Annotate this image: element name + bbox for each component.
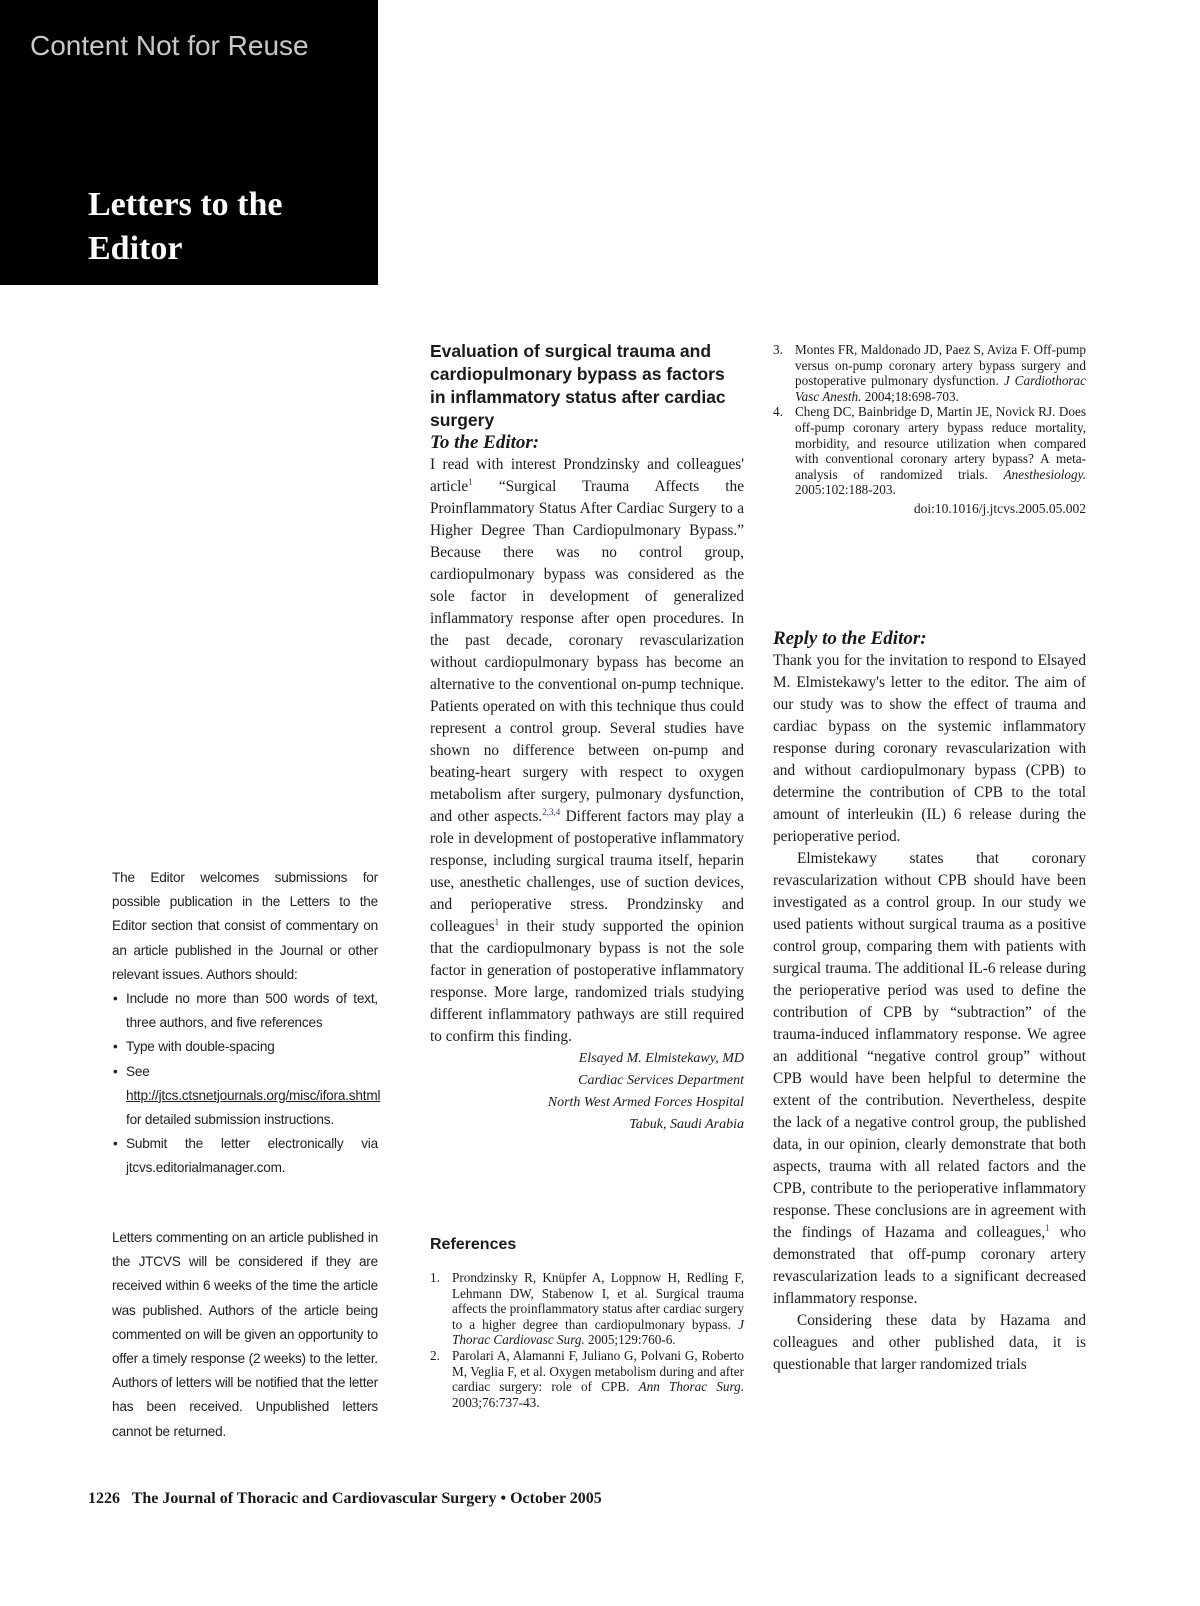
ref-journal: Anesthesiology. <box>1003 466 1086 482</box>
page-footer: 1226 The Journal of Thoracic and Cardiovascular Surgery • October 2005 <box>88 1490 602 1507</box>
guideline-item: • Submit the letter electronically via jtcvs.editorialmanager.com. <box>126 1132 378 1180</box>
text: who demonstrated that off-pump coronary artery revascularization leads to a significant decreased inflammatory response. <box>773 1224 1087 1307</box>
reply-paragraph: Considering these data by Hazama and colleagues and other published data, it is questionable that larger randomized trials <box>773 1312 1086 1373</box>
letter-column <box>430 340 744 1136</box>
ref-num: 3. <box>773 342 783 357</box>
guideline-item: • Type with double-spacing <box>126 1035 378 1059</box>
citation[interactable]: 1 <box>494 916 500 927</box>
instructions-link[interactable]: http://jtcs.ctsnetjournals.org/misc/ifora.shtml <box>126 1087 381 1103</box>
reuse-notice: Content Not for Reuse <box>30 30 309 61</box>
reply-salutation: Reply to the Editor: <box>773 628 927 649</box>
references-section <box>430 1236 744 1410</box>
doi: doi:10.1016/j.jtcvs.2005.05.002 <box>913 500 1086 516</box>
citation[interactable]: 2,3,4 <box>542 806 561 817</box>
ref-cite: 2005;129:760-6. <box>584 1332 676 1348</box>
reference-item <box>430 1348 744 1410</box>
letter-salutation: To the Editor: <box>430 432 540 453</box>
ref-journal: J Thorac Cardiovasc Surg. <box>452 1316 744 1348</box>
ref-journal: J Cardiothorac Vasc Anesth. <box>795 373 1086 404</box>
author-name: Elsayed M. Elmistekawy, MD <box>578 1051 744 1066</box>
reference-item <box>773 404 1086 498</box>
letter-body <box>430 454 744 1048</box>
right-column <box>773 342 1086 520</box>
ref-text: Cheng DC, Bainbridge D, Martin JE, Novick RJ. Does off-pump coronary artery bypass reduce mortality, morbidity, and resource utilization when compared with conventional coronary artery bypass? A meta-analysis of randomized trials. <box>795 404 1086 482</box>
letter-signature <box>430 1048 744 1136</box>
ref-cite: 2005:102:188-203. <box>795 482 896 498</box>
references-heading: References <box>430 1236 517 1253</box>
reference-item <box>430 1270 744 1348</box>
guideline-item <box>126 1060 381 1133</box>
ref-num: 2. <box>430 1347 440 1363</box>
submission-policy: Letters commenting on an article published in the JTCVS will be considered if they are received within 6 weeks of the time the article was published. Authors of the article being commented on will be given an opportunity to offer a timely response (2 weeks) to the letter. Authors of letters will be notified that the letter has been received. Unpublished letters cannot be returned. <box>112 1230 378 1439</box>
text: I read with interest Prondzinsky and colleagues' article <box>430 456 744 495</box>
ref-num: 4. <box>773 404 783 420</box>
reply-paragraph: Thank you for the invitation to respond to Elsayed M. Elmistekawy's letter to the editor. The aim of our study was to show the effect of trauma and cardiac bypass on the systemic inflammatory response during coronary revascularization with and without cardiopulmonary bypass (CPB) to determine the contribution of CPB to the total amount of interleukin (IL) 6 release during the perioperative period. <box>773 652 1086 845</box>
citation[interactable]: 1 <box>468 476 473 487</box>
text: in their study supported the opinion that the cardiopulmonary bypass is not the sole factor in generation of postoperative inflammatory response. More large, randomized trials studying different inflammatory pathways are still required to confirm this finding. <box>430 918 744 1045</box>
ref-cite: 2003;76:737-43. <box>452 1394 540 1410</box>
ref-text: Montes FR, Maldonado JD, Paez S, Aviza F. Off-pump versus on-pump coronary artery bypass surgery and postoperative pulmonary dysfunction. <box>795 342 1086 389</box>
ref-cite: 2004;18:698-703. <box>861 388 959 404</box>
guidelines-intro: The Editor welcomes submissions for possible publication in the Letters to the Editor section that consist of commentary on an article published in the Journal or other relevant issues. Authors should: <box>112 870 378 982</box>
author-location: Tabuk, Saudi Arabia <box>629 1117 744 1132</box>
letter-title: Evaluation of surgical trauma and cardiopulmonary bypass as factors in inflammatory status after cardiac surgery <box>430 341 726 430</box>
author-department: Cardiac Services Department <box>578 1073 744 1088</box>
ref-text: Prondzinsky R, Knüpfer A, Loppnow H, Redling F, Lehmann DW, Stabenow I, et al. Surgical trauma affects the proinflammatory status after cardiac surgery to a higher degree than cardiopulmonary bypass. <box>452 1270 744 1332</box>
reply-column <box>773 628 1086 1376</box>
section-header-banner <box>0 0 378 285</box>
ref-num: 1. <box>430 1270 440 1285</box>
guideline-item: • Include no more than 500 words of text, three authors, and five references <box>126 987 378 1035</box>
citation[interactable]: 1 <box>1045 1222 1050 1233</box>
submission-guidelines <box>112 866 381 1181</box>
text: Elmistekawy states that coronary revascularization without CPB should have been investigated as a control group. In our study we used patients without surgical trauma as a positive control group, comparing them with patients with surgical trauma. The additional IL-6 release during the perioperative period was used to define the contribution of CPB by “subtraction” of the trauma-induced inflammatory response. We agree an additional “negative control group” without CPB would have been helpful to determine the extent of the contribution. Nevertheless, despite the lack of a negative control group, the published data, in our opinion, clearly demonstrate that both aspects, trauma with all related factors and the CPB, contribute to the perioperative inflammatory response. These conclusions are in agreement with the findings of Hazama and colleagues, <box>773 850 1086 1241</box>
section-title: Letters to the Editor <box>88 186 283 267</box>
reply-paragraph <box>773 848 1086 1310</box>
ref-text: Parolari A, Alamanni F, Juliano G, Polvani G, Roberto M, Veglia F, et al. Oxygen metabolism during and after cardiac surgery: role of CPB. <box>452 1347 744 1395</box>
text: Different factors may play a role in development of postoperative inflammatory response, including surgical trauma itself, heparin use, anesthetic challenges, use of suction devices, and perioperative stress. Prondzinsky and colleagues <box>430 808 744 935</box>
ref-journal: Ann Thorac Surg. <box>638 1379 744 1395</box>
see-prefix: See <box>126 1063 150 1079</box>
author-hospital: North West Armed Forces Hospital <box>547 1095 744 1110</box>
reference-item <box>773 342 1086 404</box>
see-suffix: for detailed submission instructions. <box>126 1112 334 1128</box>
text: “Surgical Trauma Affects the Proinflammatory Status After Cardiac Surgery to a Higher Degree Than Cardiopulmonary Bypass.” Because there was no control group, cardiopulmonary bypass was considered as the sole factor in development of generalized inflammatory response after open procedures. In the past decade, coronary revascularization without cardiopulmonary bypass has become an alternative to the conventional on-pump technique. Patients operated on with this technique thus could represent a control group. Several studies have shown no difference between on-pump and beating-heart surgery with respect to oxygen metabolism after surgery, pulmonary dysfunction, and other aspects. <box>430 478 744 825</box>
